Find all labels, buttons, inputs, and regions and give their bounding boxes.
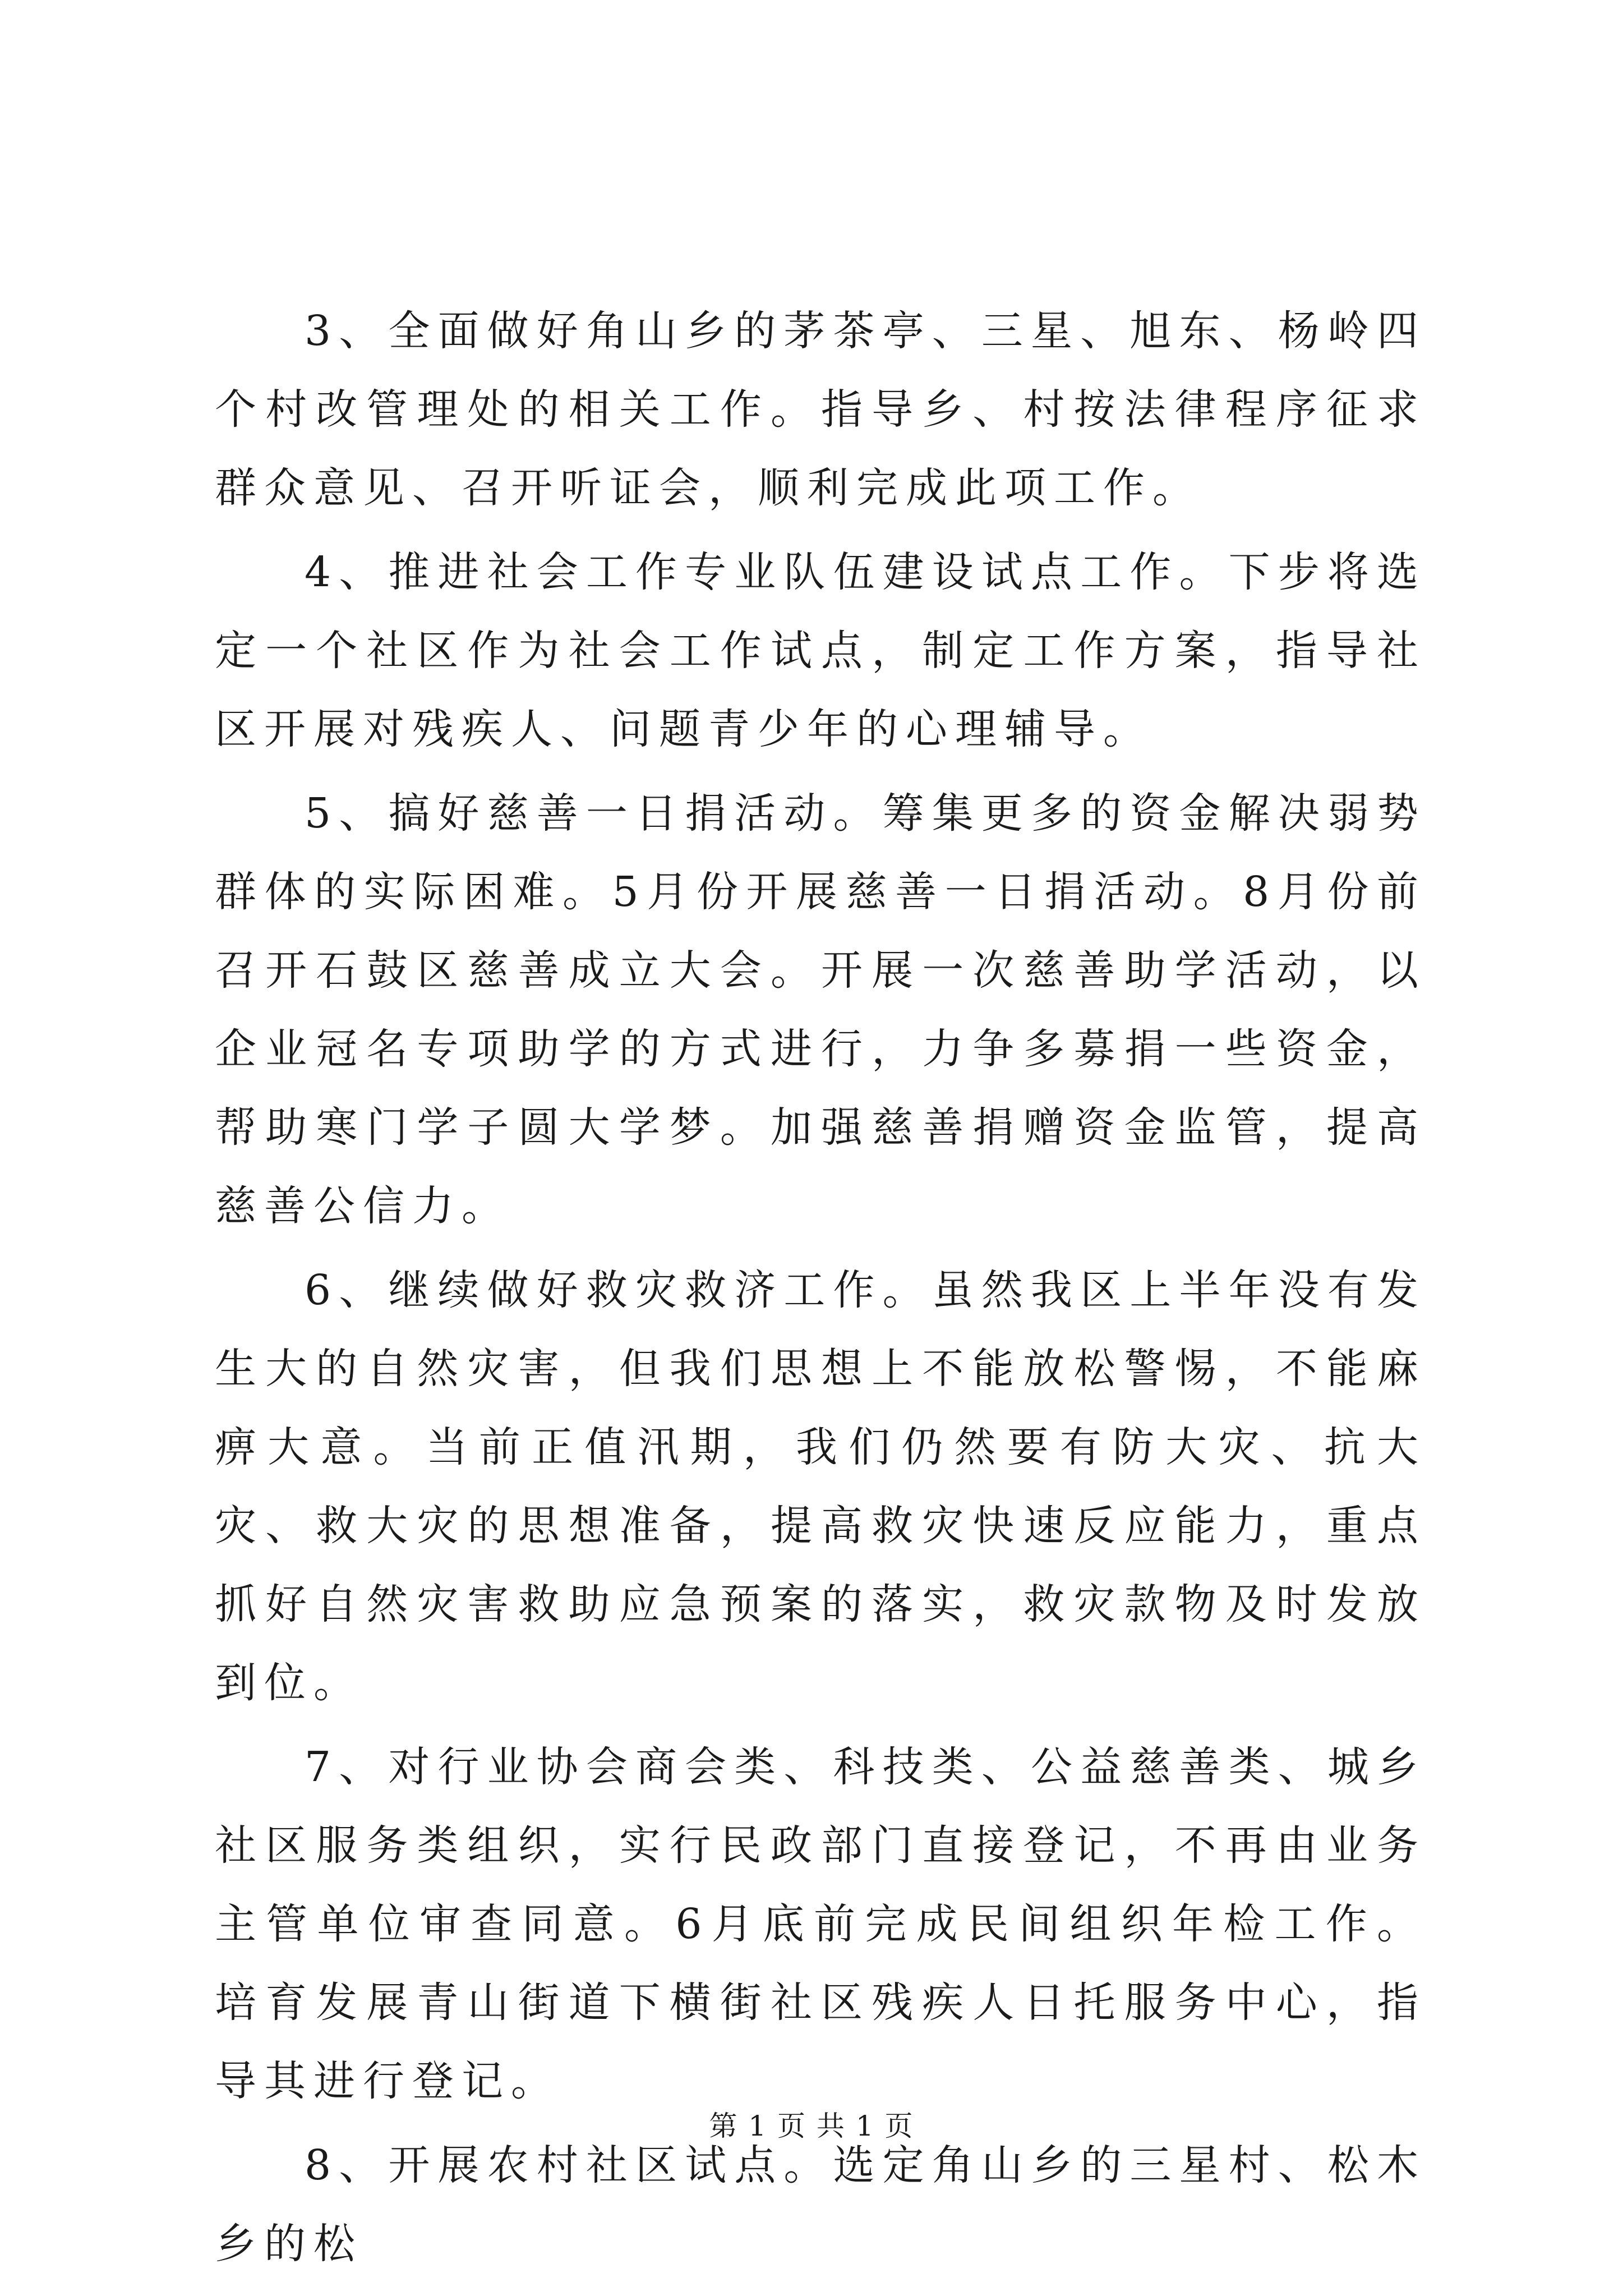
paragraph-item-8: 8、开展农村社区试点。选定角山乡的三星村、松木乡的松 — [215, 2141, 1426, 2268]
paragraph-item-5: 5、搞好慈善一日捐活动。筹集更多的资金解决弱势群体的实际困难。5月份开展慈善一日捐活动。8月份前召开石鼓区慈善成立大会。开展一次慈善助学活动，以企业冠名专项助学的方式进行，力争多募捐一些资金，帮助寒门学子圆大学梦。加强慈善捐赠资金监管，提高慈善公信力。 — [215, 789, 1426, 1230]
page-footer — [0, 2109, 1623, 2143]
paragraph-item-6: 6、继续做好救灾救济工作。虽然我区上半年没有发生大的自然灾害，但我们思想上不能放松警惕，不能麻痹大意。当前正值汛期，我们仍然要有防大灾、抗大灾、救大灾的思想准备，提高救灾快速反应能力，重点抓好自然灾害救助应急预案的落实，救灾款物及时发放到位。 — [215, 1266, 1426, 1707]
paragraph-item-4: 4、推进社会工作专业队伍建设试点工作。下步将选定一个社区作为社会工作试点，制定工作方案，指导社区开展对残疾人、问题青少年的心理辅导。 — [215, 548, 1426, 753]
paragraph-item-3: 3、全面做好角山乡的茅茶亭、三星、旭东、杨岭四个村改管理处的相关工作。指导乡、村按法律程序征求群众意见、召开听证会，顺利完成此项工作。 — [215, 307, 1426, 512]
page-number-label: 第 1 页 共 1 页 — [709, 2110, 914, 2142]
document-body — [215, 292, 1426, 2289]
paragraph-item-7: 7、对行业协会商会类、科技类、公益慈善类、城乡社区服务类组织，实行民政部门直接登记，不再由业务主管单位审查同意。6月底前完成民间组织年检工作。培育发展青山街道下横街社区残疾人日托服务中心，指导其进行登记。 — [215, 1743, 1426, 2105]
